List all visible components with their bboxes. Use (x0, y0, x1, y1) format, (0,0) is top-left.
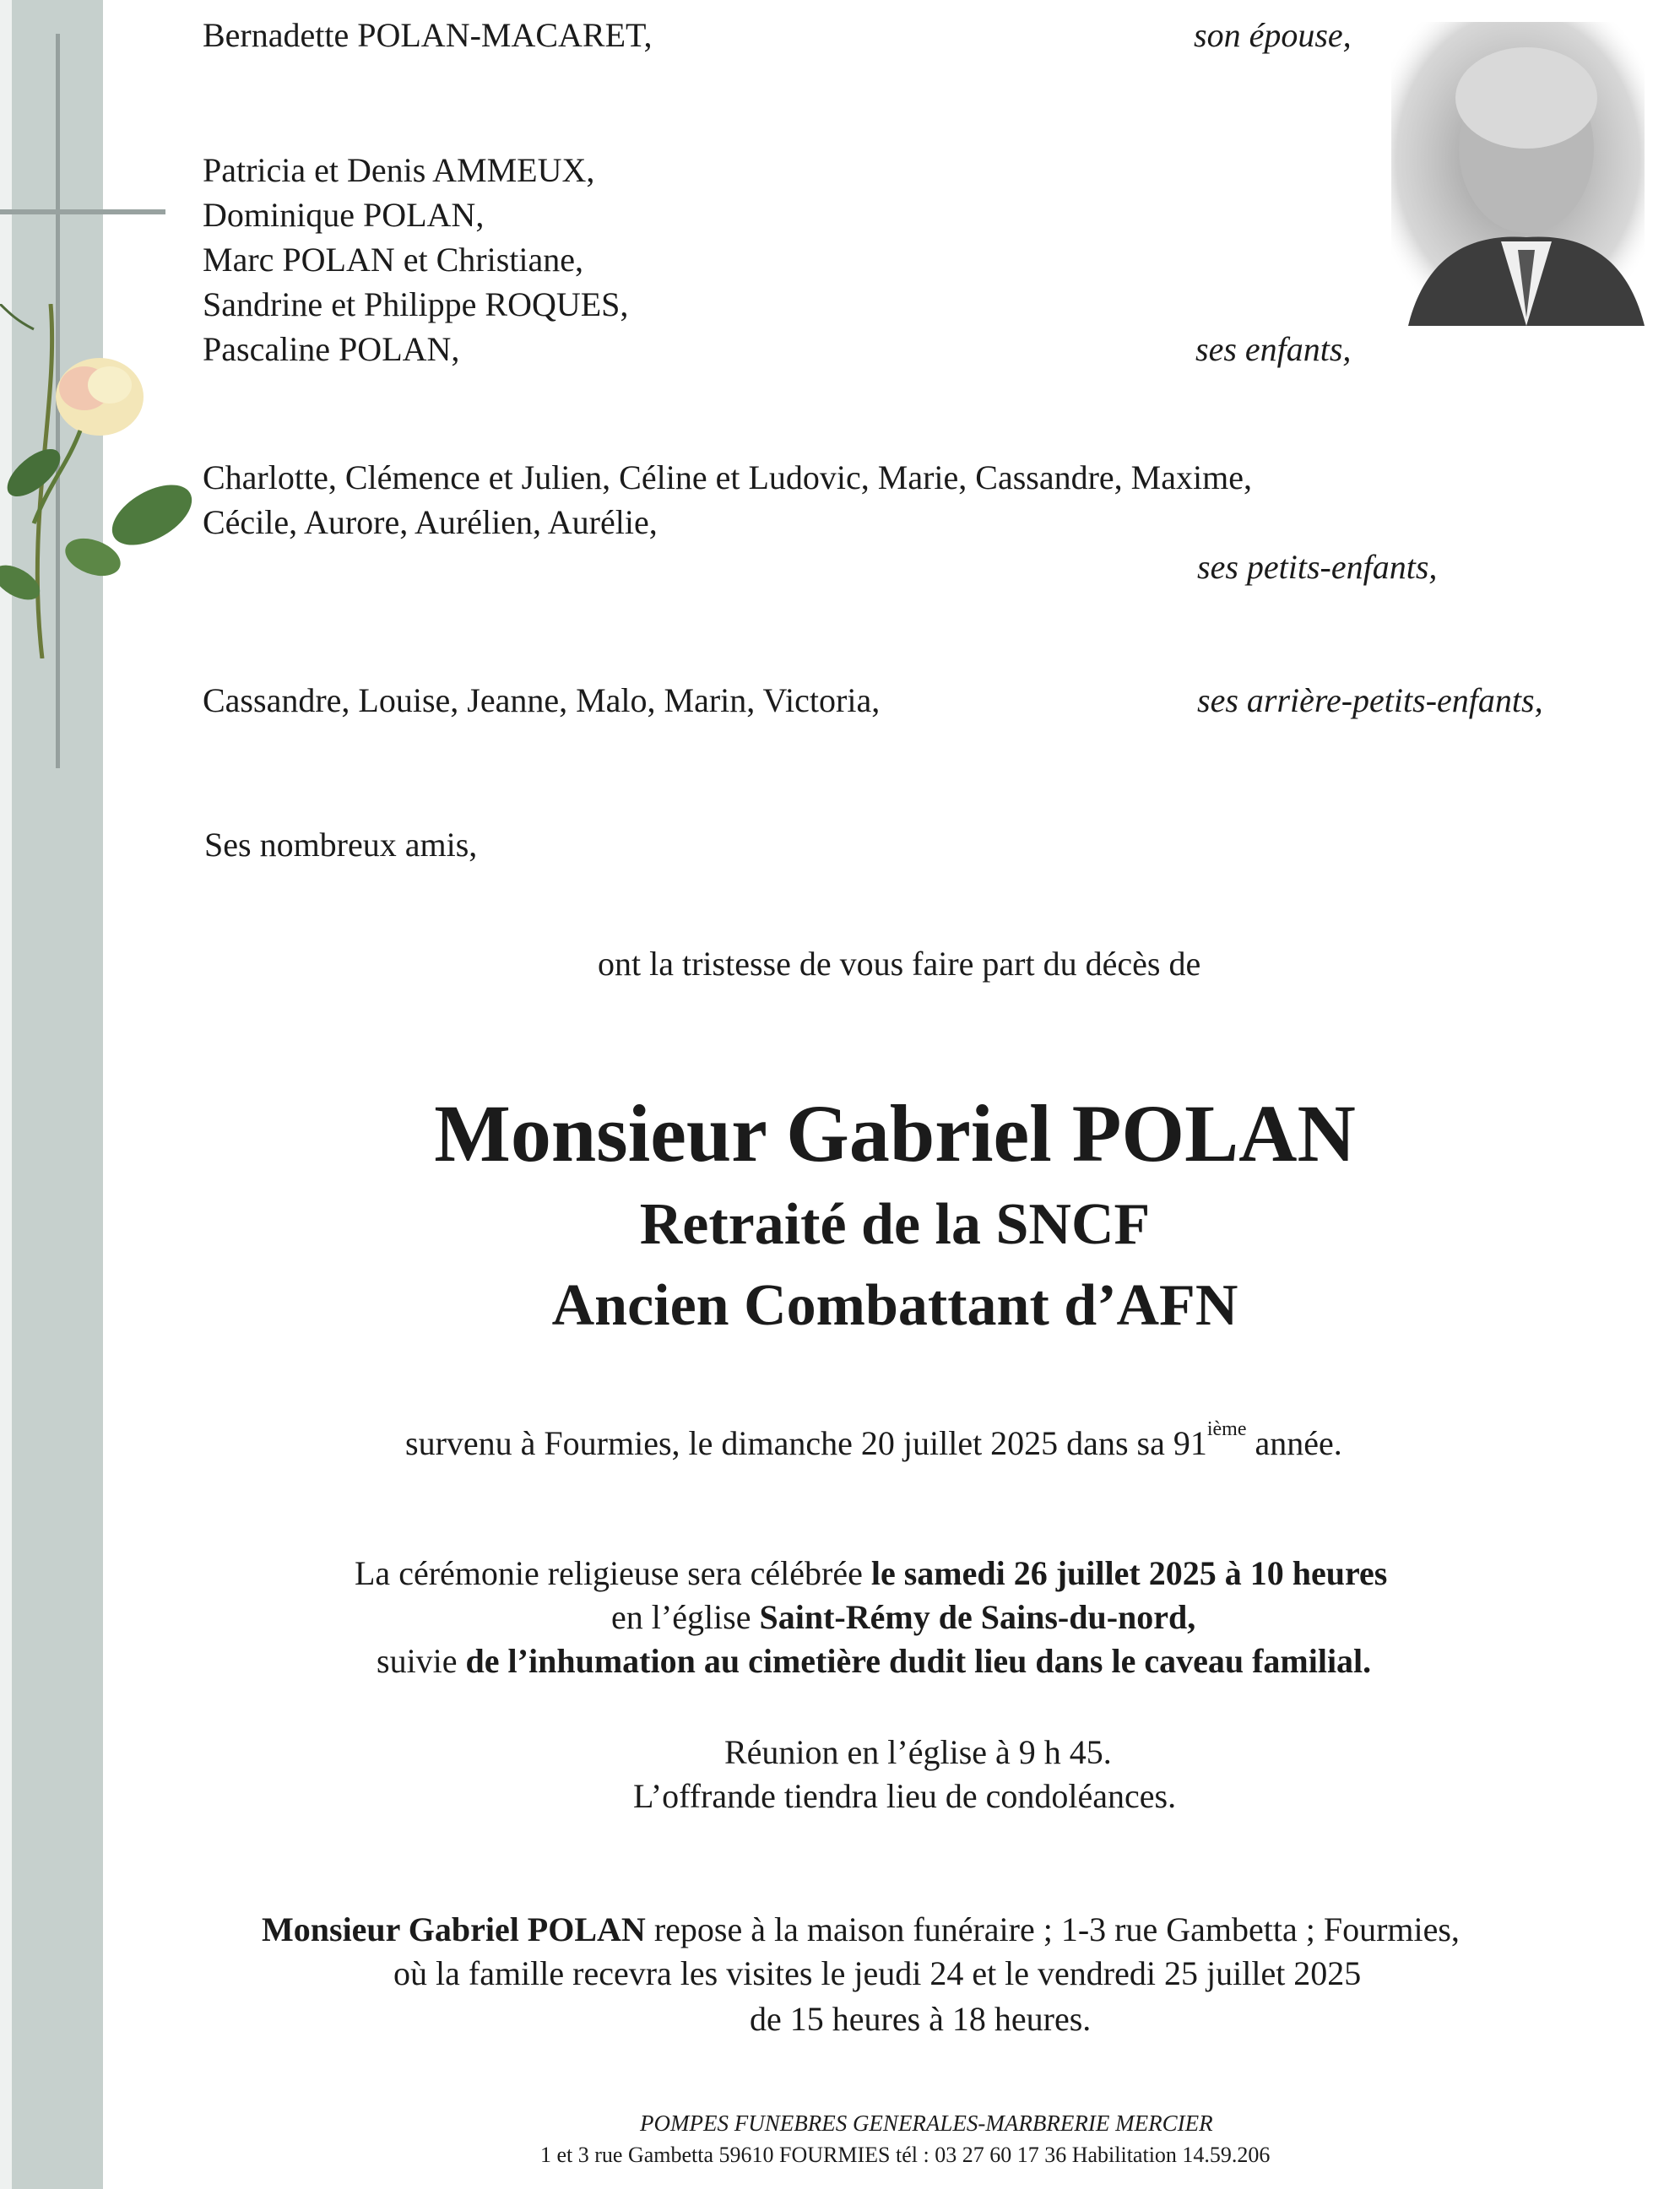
children-role: ses enfants, (1195, 330, 1352, 368)
grandchildren-line: Cécile, Aurore, Aurélien, Aurélie, (203, 503, 658, 541)
deceased-title-1: Retraité de la SNCF (639, 1192, 1151, 1257)
ceremony-line-1: La cérémonie religieuse sera célébrée le samedi 26 juillet 2025 à 10 heures (355, 1554, 1388, 1592)
cross-horizontal (0, 209, 165, 214)
spouse-role: son épouse, (1194, 16, 1352, 54)
rest-line-2: où la famille recevra les visites le jeudi 24 et le vendredi 25 juillet 2025 (393, 1954, 1362, 1992)
funeral-company: POMPES FUNEBRES GENERALES-MARBRERIE MERCIER (640, 2110, 1213, 2136)
deceased-title-2: Ancien Combattant d’AFN (551, 1273, 1238, 1338)
deceased-name: Monsieur Gabriel POLAN (434, 1088, 1356, 1178)
meeting-line-1: Réunion en l’église à 9 h 45. (724, 1733, 1112, 1771)
ordinal-suffix: ième (1206, 1418, 1247, 1440)
child-name: Marc POLAN et Christiane, (203, 241, 584, 279)
ceremony-line-3: suivie de l’inhumation au cimetière dudit lieu dans le caveau familial. (377, 1642, 1372, 1680)
friends-line: Ses nombreux amis, (204, 826, 478, 864)
child-name: Sandrine et Philippe ROQUES, (203, 285, 629, 323)
rest-line-3: de 15 heures à 18 heures. (750, 2000, 1092, 2038)
child-name: Pascaline POLAN, (203, 330, 460, 368)
rest-line-1: Monsieur Gabriel POLAN repose à la maison funéraire ; 1-3 rue Gambetta ; Fourmies, (262, 1910, 1460, 1948)
ceremony-line-2: en l’église Saint-Rémy de Sains-du-nord, (611, 1598, 1196, 1636)
death-details: survenu à Fourmies, le dimanche 20 juillet 2025 dans sa 91ième année. (405, 1418, 1342, 1462)
spouse-name: Bernadette POLAN-MACARET, (203, 16, 653, 54)
great-grandchildren-role: ses arrière-petits-enfants, (1197, 681, 1543, 719)
child-name: Patricia et Denis AMMEUX, (203, 151, 595, 189)
funeral-company-address: 1 et 3 rue Gambetta 59610 FOURMIES tél : 03 27 60 17 36 Habilitation 14.59.206 (540, 2143, 1271, 2167)
great-grandchildren-names: Cassandre, Louise, Jeanne, Malo, Marin, Victoria, (203, 681, 881, 719)
grandchildren-role: ses petits-enfants, (1197, 548, 1438, 586)
rose-illustration (0, 304, 203, 658)
portrait-photo (1391, 22, 1645, 326)
announcement: ont la tristesse de vous faire part du décès de (598, 945, 1201, 983)
grandchildren-line: Charlotte, Clémence et Julien, Céline et Ludovic, Marie, Cassandre, Maxime, (203, 458, 1252, 496)
meeting-line-2: L’offrande tiendra lieu de condoléances. (633, 1777, 1177, 1815)
child-name: Dominique POLAN, (203, 196, 485, 234)
